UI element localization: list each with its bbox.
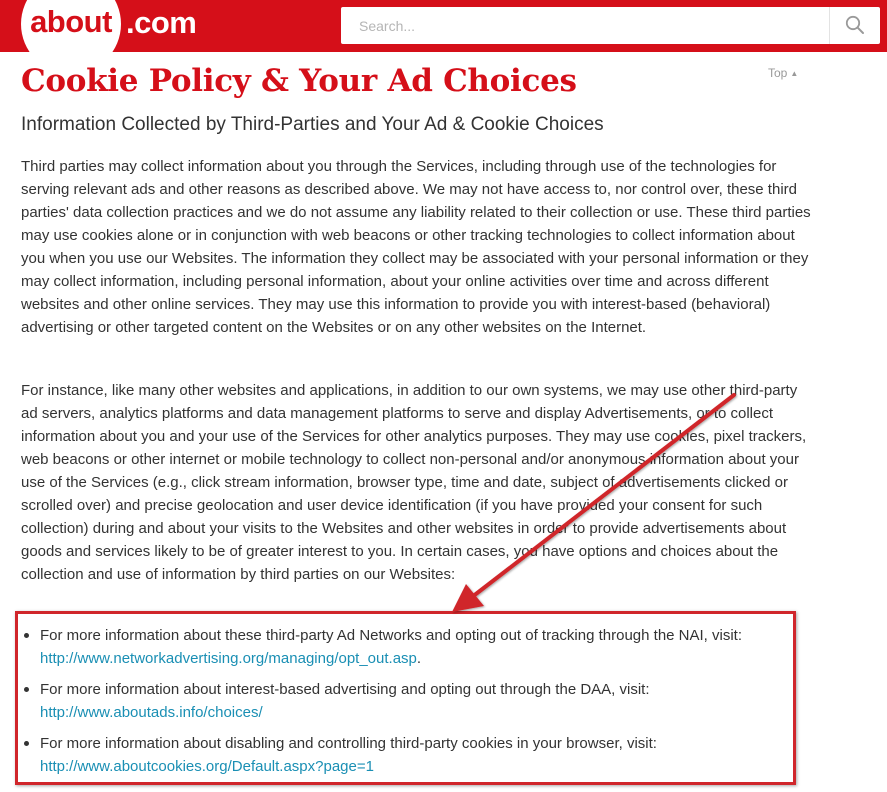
aboutcookies-link[interactable]: http://www.aboutcookies.org/Default.aspx?page=1 — [40, 758, 374, 775]
section-subtitle: Information Collected by Third-Parties and Your Ad & Cookie Choices — [21, 114, 604, 135]
top-link-label: Top — [768, 66, 788, 80]
bullet-suffix: . — [416, 650, 422, 667]
caret-up-icon: ▲ — [790, 69, 799, 78]
daa-choices-link[interactable]: http://www.aboutads.info/choices/ — [40, 704, 263, 721]
nai-opt-out-link[interactable]: http://www.networkadvertising.org/managing/opt_out.asp — [40, 650, 417, 667]
bullet-text: For more information about these third-party Ad Networks and opting out of tracking through the NAI, visit: — [40, 627, 743, 644]
paragraph-third-parties: Third parties may collect information about you through the Services, including through use of the technologies for serving relevant ads and other reasons as described above. We may not have access to, nor control over, these third parties' data collection practices and we do not assume any liability related to their collection or use. These third parties may use cookies alone or in conjunction with web beacons or other tracking technologies to collect information about you when you use our Websites. The information they collect may be associated with your personal information or they may collect information, including personal information, about your online activities over time and across different websites and other online services. They may use this information to provide you with interest-based (behavioral) advertising or other targeted content on the Websites or on any other websites on the Internet. — [21, 158, 811, 336]
page-title: Cookie Policy & Your Ad Choices — [21, 63, 577, 99]
bullet-text: For more information about interest-based advertising and opting out through the DAA, visit: — [40, 681, 650, 698]
paragraph-for-instance: For instance, like many other websites and applications, in addition to our own systems, we may use other third-party ad servers, analytics platforms and data management platforms to serve and display Advertisements, or to collect information about you and your use of the Services for other analytics purposes. They may use cookies, pixel trackers, web beacons or other internet or mobile technology to collect non-personal and/or anonymous information about your use of the Services (e.g., click stream information, browser type, time and date, subject of advertisements clicked or scrolled over) and precise geolocation and user device identification (if you have provided your consent for such collection) during and about your visits to the Websites and other websites in order to provide advertisements about goods and services likely to be of greater interest to you. In certain cases, you have options and choices about the collection and use of information by third parties on our Websites: — [21, 382, 807, 583]
bullet-text: For more information about disabling and controlling third-party cookies in your browser, visit: — [40, 735, 657, 752]
logo-suffix: .com — [126, 5, 197, 40]
logo-word: about — [30, 4, 112, 39]
